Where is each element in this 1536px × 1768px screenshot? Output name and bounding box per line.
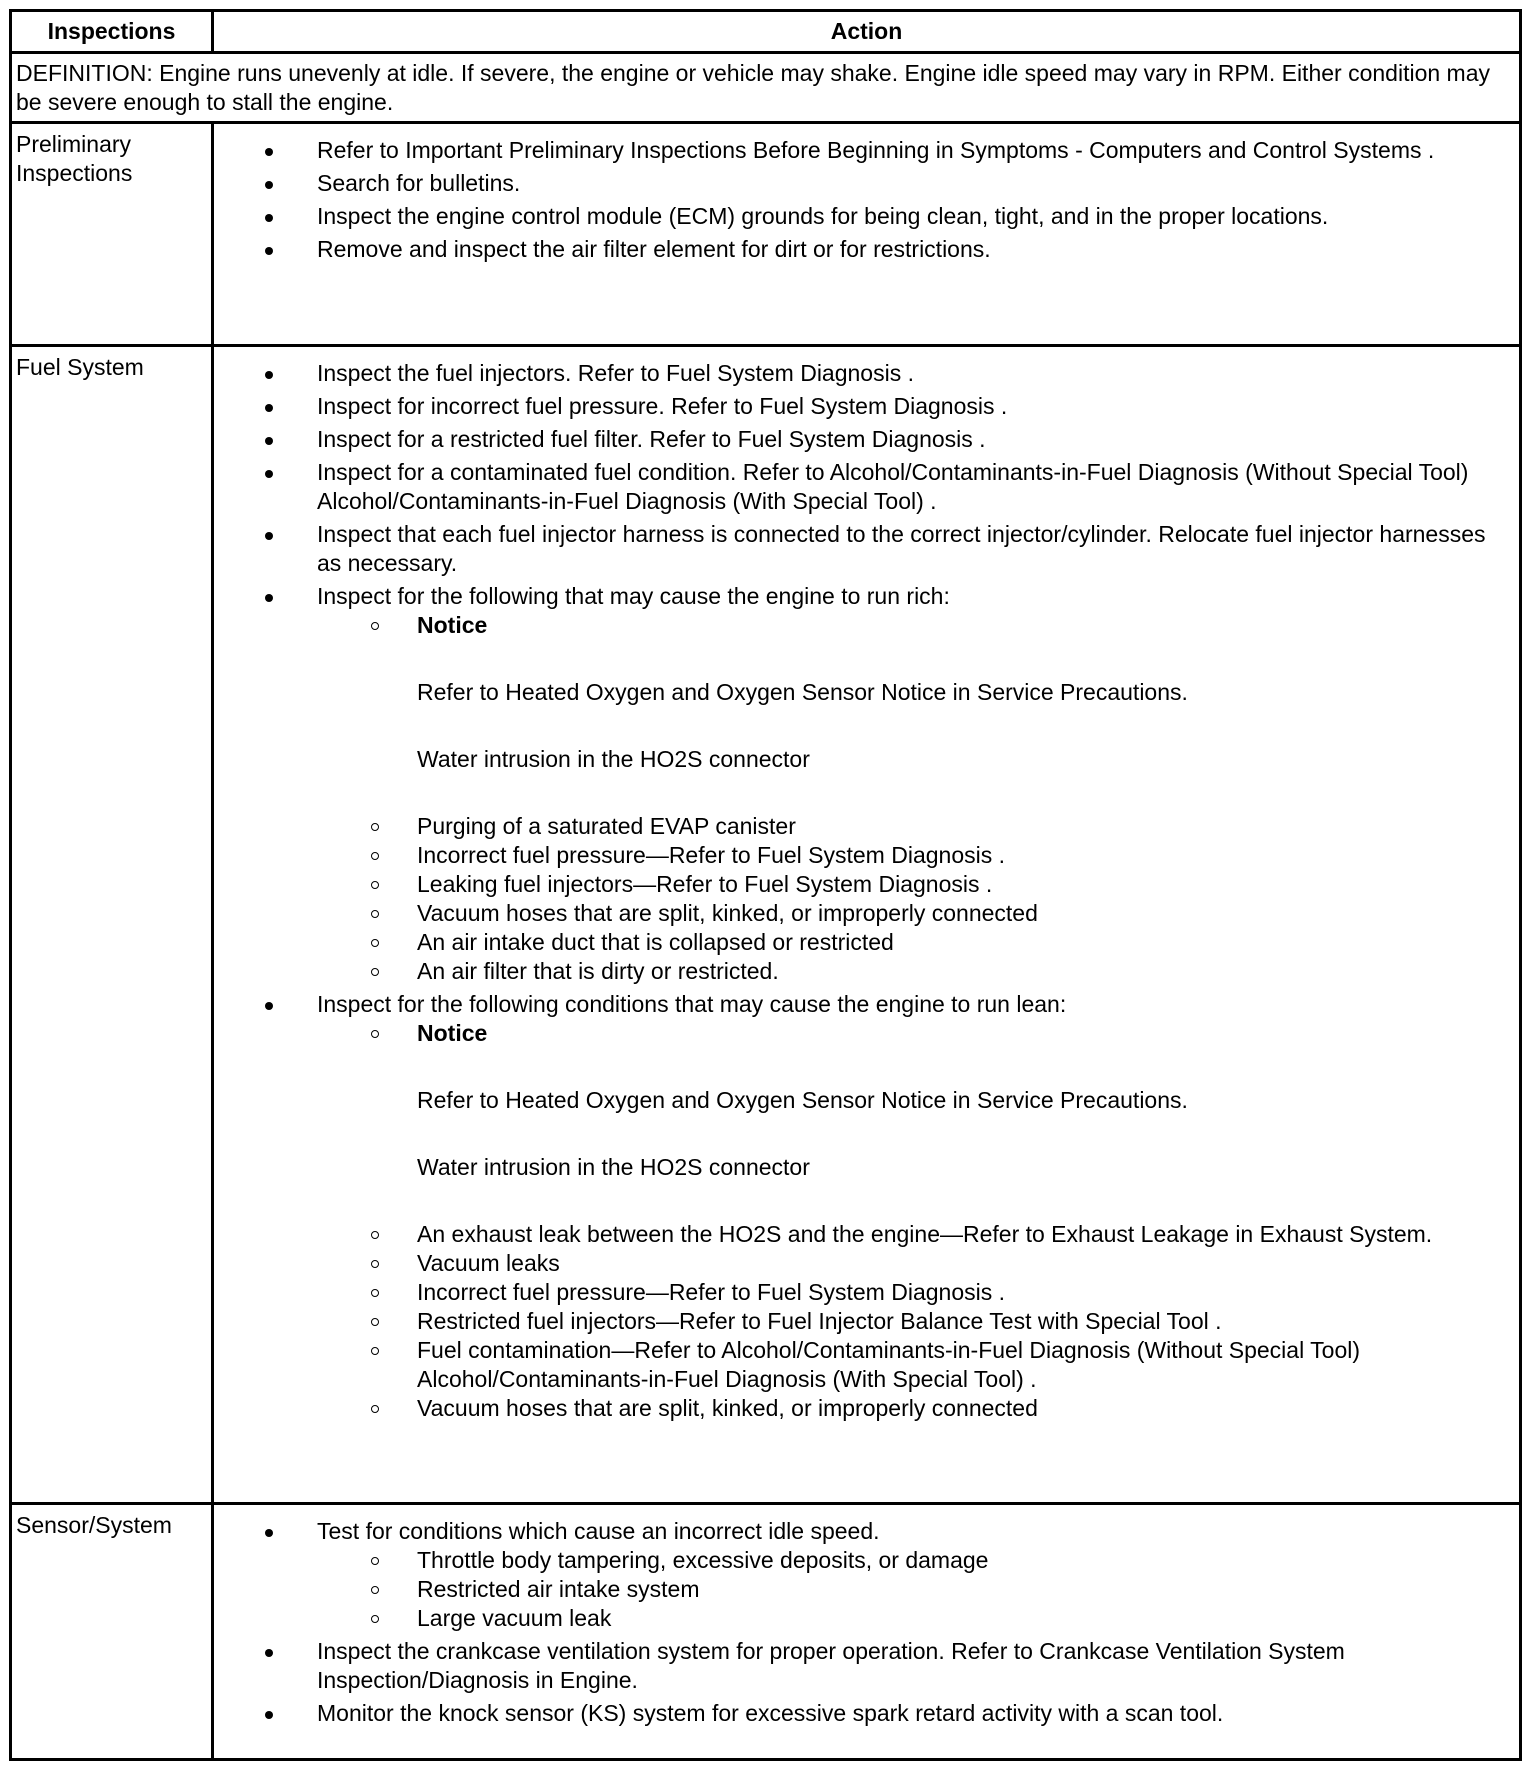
table-header-row bbox=[12, 12, 1519, 54]
sub-item: An air filter that is dirty or restricted. bbox=[317, 957, 1513, 986]
sub-item: Fuel contamination—Refer to Alcohol/Contaminants-in-Fuel Diagnosis (Without Special Tool) Alcohol/Contaminants-in-Fuel Diagnosis (With Special Tool) . bbox=[317, 1336, 1513, 1394]
sub-item-notice bbox=[317, 1019, 1513, 1182]
circle-bullet-icon bbox=[371, 823, 379, 831]
row-actions-fuel-system bbox=[214, 347, 1519, 1502]
notice-heading: Notice bbox=[417, 612, 488, 638]
circle-bullet-icon bbox=[371, 1586, 379, 1594]
bullet-icon bbox=[265, 437, 273, 445]
header-inspections: Inspections bbox=[12, 12, 214, 51]
sub-item: Restricted fuel injectors—Refer to Fuel Injector Balance Test with Special Tool . bbox=[317, 1307, 1513, 1336]
list-item: Test for conditions which cause an incorrect idle speed. Throttle body tampering, excessive deposits, or damage Restricted air intake system Large vacuum leak bbox=[214, 1517, 1513, 1633]
bullet-icon bbox=[265, 181, 273, 189]
sub-item: Incorrect fuel pressure—Refer to Fuel System Diagnosis . bbox=[317, 1278, 1513, 1307]
sub-item: Restricted air intake system bbox=[317, 1575, 1513, 1604]
notice-text: Water intrusion in the HO2S connector bbox=[417, 746, 810, 772]
circle-bullet-icon bbox=[371, 1289, 379, 1297]
sub-item: Incorrect fuel pressure—Refer to Fuel System Diagnosis . bbox=[317, 841, 1513, 870]
bullet-icon bbox=[265, 594, 273, 602]
list-item: Inspect that each fuel injector harness is connected to the correct injector/cylinder. Relocate fuel injector harnesses as necessary. bbox=[214, 520, 1513, 578]
circle-bullet-icon bbox=[371, 881, 379, 889]
inspection-table bbox=[9, 9, 1522, 1761]
sub-item: Throttle body tampering, excessive deposits, or damage bbox=[317, 1546, 1513, 1575]
bullet-icon bbox=[265, 470, 273, 478]
list-item: Inspect for a contaminated fuel condition. Refer to Alcohol/Contaminants-in-Fuel Diagnosis (Without Special Tool) Alcohol/Contaminants-in-Fuel Diagnosis (With Special Tool) . bbox=[214, 458, 1513, 516]
bullet-icon bbox=[265, 371, 273, 379]
circle-bullet-icon bbox=[371, 1030, 379, 1038]
notice-text: Water intrusion in the HO2S connector bbox=[417, 1154, 810, 1180]
list-item: Search for bulletins. bbox=[214, 169, 1513, 198]
sub-item: An exhaust leak between the HO2S and the engine—Refer to Exhaust Leakage in Exhaust System. bbox=[317, 1220, 1513, 1249]
list-item: Inspect the fuel injectors. Refer to Fuel System Diagnosis . bbox=[214, 359, 1513, 388]
circle-bullet-icon bbox=[371, 1231, 379, 1239]
sub-item: Vacuum hoses that are split, kinked, or improperly connected bbox=[317, 1394, 1513, 1423]
sub-item: Purging of a saturated EVAP canister bbox=[317, 812, 1513, 841]
row-label-sensor-system: Sensor/System bbox=[12, 1505, 214, 1758]
table-row-sensor-system bbox=[12, 1505, 1519, 1758]
definition-text: DEFINITION: Engine runs unevenly at idle. If severe, the engine or vehicle may shake. Engine idle speed may vary in RPM. Either condition may be severe enough to stall the engine. bbox=[16, 60, 1490, 115]
circle-bullet-icon bbox=[371, 1347, 379, 1355]
list-item: Monitor the knock sensor (KS) system for excessive spark retard activity with a scan tool. bbox=[214, 1699, 1513, 1728]
circle-bullet-icon bbox=[371, 622, 379, 630]
list-item: Remove and inspect the air filter element for dirt or for restrictions. bbox=[214, 235, 1513, 264]
table-row-fuel-system bbox=[12, 347, 1519, 1505]
notice-text: Refer to Heated Oxygen and Oxygen Sensor Notice in Service Precautions. bbox=[417, 679, 1188, 705]
list-item: Inspect the engine control module (ECM) grounds for being clean, tight, and in the proper locations. bbox=[214, 202, 1513, 231]
sub-item: An air intake duct that is collapsed or restricted bbox=[317, 928, 1513, 957]
sub-item: Large vacuum leak bbox=[317, 1604, 1513, 1633]
bullet-icon bbox=[265, 1002, 273, 1010]
circle-bullet-icon bbox=[371, 1557, 379, 1565]
circle-bullet-icon bbox=[371, 1405, 379, 1413]
bullet-icon bbox=[265, 404, 273, 412]
row-actions-preliminary bbox=[214, 124, 1519, 344]
circle-bullet-icon bbox=[371, 1615, 379, 1623]
table-row-preliminary bbox=[12, 124, 1519, 347]
bullet-icon bbox=[265, 1529, 273, 1537]
row-label-preliminary: Preliminary Inspections bbox=[12, 124, 214, 344]
circle-bullet-icon bbox=[371, 939, 379, 947]
circle-bullet-icon bbox=[371, 1318, 379, 1326]
sub-item: Vacuum hoses that are split, kinked, or improperly connected bbox=[317, 899, 1513, 928]
row-label-fuel-system: Fuel System bbox=[12, 347, 214, 1502]
list-item: Inspect for a restricted fuel filter. Refer to Fuel System Diagnosis . bbox=[214, 425, 1513, 454]
row-actions-sensor-system bbox=[214, 1505, 1519, 1758]
bullet-icon bbox=[265, 1649, 273, 1657]
list-item: Inspect for incorrect fuel pressure. Refer to Fuel System Diagnosis . bbox=[214, 392, 1513, 421]
circle-bullet-icon bbox=[371, 910, 379, 918]
notice-heading: Notice bbox=[417, 1020, 488, 1046]
circle-bullet-icon bbox=[371, 852, 379, 860]
bullet-icon bbox=[265, 148, 273, 156]
notice-text: Refer to Heated Oxygen and Oxygen Sensor Notice in Service Precautions. bbox=[417, 1087, 1188, 1113]
sub-item: Leaking fuel injectors—Refer to Fuel System Diagnosis . bbox=[317, 870, 1513, 899]
bullet-icon bbox=[265, 247, 273, 255]
header-action: Action bbox=[830, 18, 903, 44]
sub-item: Vacuum leaks bbox=[317, 1249, 1513, 1278]
circle-bullet-icon bbox=[371, 1260, 379, 1268]
bullet-icon bbox=[265, 532, 273, 540]
definition-row bbox=[12, 54, 1519, 124]
sub-item-notice bbox=[317, 611, 1513, 774]
circle-bullet-icon bbox=[371, 968, 379, 976]
bullet-icon bbox=[265, 214, 273, 222]
list-item: Refer to Important Preliminary Inspections Before Beginning in Symptoms - Computers and Control Systems . bbox=[214, 136, 1513, 165]
list-item: Inspect the crankcase ventilation system for proper operation. Refer to Crankcase Ventilation System Inspection/Diagnosis in Engine. bbox=[214, 1637, 1513, 1695]
list-item-lean: Inspect for the following conditions that may cause the engine to run lean: Notice Refer to Heated Oxygen and Oxygen Sensor Notice in Service Precautions. Water intrusion in the HO2S connector An exhaust leak between the HO2S and the engine—Refer to Exhaust Leakage in Exhaust System. Vacuum leaks Incorrect fuel pressure—Refer to Fuel System Diagnosis . Restricted fuel injectors—Refer to Fuel Injector Balance Test with Special Tool . Fuel contamination—Refer to Alcohol/Contaminants-in-Fuel Diagnosis (Without Special Tool) Alcohol/Contaminants-in-Fuel Diagnosis (With Special Tool) . Vacuum hoses that are split, kinked, or improperly connected bbox=[214, 990, 1513, 1423]
list-item-rich: Inspect for the following that may cause the engine to run rich: Notice Refer to Heated Oxygen and Oxygen Sensor Notice in Service Precautions. Water intrusion in the HO2S connector Purging of a saturated EVAP canister Incorrect fuel pressure—Refer to Fuel System Diagnosis . Leaking fuel injectors—Refer to Fuel System Diagnosis . Vacuum hoses that are split, kinked, or improperly connected An air intake duct that is collapsed or restricted An air filter that is dirty or restricted. bbox=[214, 582, 1513, 986]
bullet-icon bbox=[265, 1711, 273, 1719]
